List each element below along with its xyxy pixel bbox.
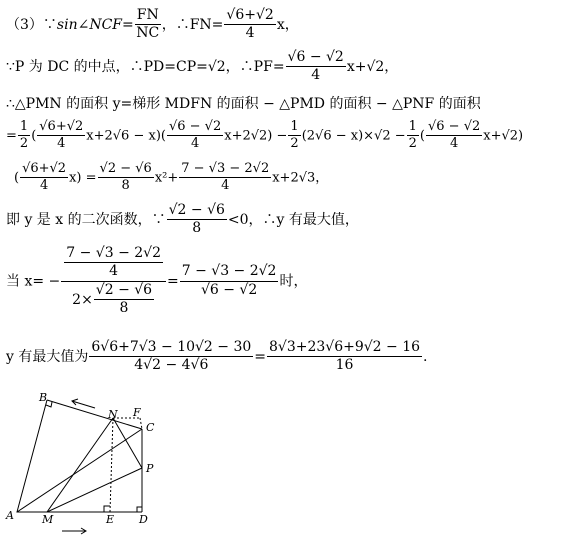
compound-numerator [61,246,166,282]
segment-ne [110,418,113,512]
line-1 [6,8,299,42]
side-bc [47,400,142,429]
text: = [254,348,267,365]
line-2 [6,50,398,84]
fraction: $\frac{√6+√2}{4}$ [22,161,67,194]
text: 时， [279,273,308,290]
fraction: $\frac{√6+√2}{4}$ [39,119,84,152]
compound-fraction [61,246,166,317]
text: = [6,128,17,144]
text: <0，∴y 有最大值， [227,211,359,228]
fraction: $\frac{√2 - √6}{8}$ [95,281,153,317]
label-m: M [42,513,54,526]
side-ab-ad [17,400,142,512]
right-angle-d [137,507,142,512]
text: x+2√2) − [224,128,288,144]
segment-mp [47,468,142,512]
geometry-figure [0,385,175,538]
fraction: $\frac{7 - √3 - 2√2}{4}$ [181,161,270,194]
fraction: $\frac{√6 - √2}{4}$ [427,119,481,152]
label-e: E [106,513,115,526]
label-n: N [108,408,118,421]
right-angle-e [104,506,110,512]
label-d: D [139,513,148,526]
fraction: $\frac{6√6+7√3 - 10√2 - 30}{4√2 - 4√6}$ [91,339,252,374]
text: x+√2， [346,58,399,75]
line-5 [14,162,328,194]
text: x) = [69,170,97,186]
text: x²+ [154,170,179,186]
text: y 有最大值为 [6,348,89,365]
fraction: $\frac{8√3+23√6+9√2 - 16}{16}$ [269,339,421,374]
segment-fc [140,418,142,429]
label-f: F [133,406,141,419]
compound-denominator [72,282,155,317]
text: x+√2) [483,128,524,144]
text: . [423,348,428,365]
label-c: C [146,421,155,434]
text: x+2√6 − x)( [86,128,166,144]
fraction: $\frac{√6 - √2}{4}$ [168,119,222,152]
text: 即 y 是 x 的二次函数，∵ [6,211,166,228]
fraction-half: $\frac{1}{2}$ [408,119,417,152]
text: = [167,273,179,290]
label-b: B [39,391,48,404]
fraction-half: $\frac{1}{2}$ [19,119,29,152]
line-7 [6,246,307,317]
part-label: （3）∵ [6,16,57,33]
text: ∵P 为 DC 的中点，∴PD=CP=√2，∴PF= [6,58,285,75]
text: x， [276,16,299,33]
fraction-half: $\frac{1}{2}$ [290,119,299,152]
text: (2√6 − x)×√2 − [301,128,406,144]
sin-expression: sin∠NCF= [56,16,134,33]
segment-mn [47,418,113,512]
fraction: $\frac{√6+√2}{4}$ [226,7,274,42]
segment-np [113,418,142,468]
line-4 [6,120,523,152]
fraction: $\frac{√2 - √6}{8}$ [99,161,152,194]
text: ( [14,170,20,186]
line-8 [6,340,428,374]
text: 2× [72,291,93,308]
label-p: P [146,462,154,475]
text: ∴△PMN 的面积 y=梯形 MDFN 的面积 − △PMD 的面积 − △PNF 的面积 [6,96,481,112]
fraction: $\frac{7 - √3 - 2√2}{√6 - √2}$ [181,263,277,298]
fraction: $\frac{7 - √3 - 2√2}{4}$ [66,245,161,280]
text: ，∴FN= [161,16,224,33]
text: x+2√3， [272,170,329,186]
fraction: $\frac{√6 - √2}{4}$ [287,49,344,84]
label-a: A [6,509,14,522]
line-3 [6,97,481,111]
line-6 [6,203,359,237]
text: 当 x= − [6,273,61,290]
fraction-fn-nc: $\frac{FN}{NC}$ [136,7,160,42]
fraction: $\frac{√2 - √6}{8}$ [168,202,225,237]
text: ( [419,128,425,144]
text: ( [31,128,37,144]
